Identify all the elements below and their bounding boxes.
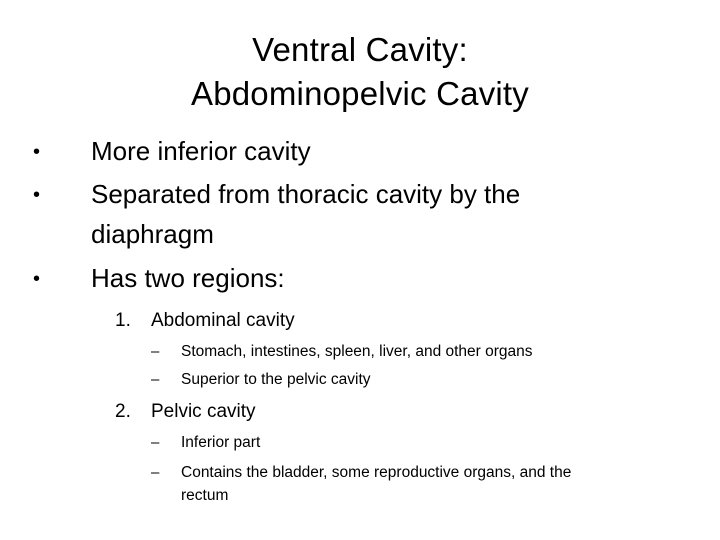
bullet-text: Separated from thoracic cavity by the bbox=[91, 179, 521, 209]
sub-item-text: Contains the bladder, some reproductive organs, and the bbox=[181, 464, 572, 481]
region-number: 1. bbox=[115, 310, 131, 331]
slide-title-line-1: Ventral Cavity: bbox=[252, 31, 468, 68]
sub-item-text: Stomach, intestines, spleen, liver, and other organs bbox=[181, 343, 533, 360]
sub-item-marker: – bbox=[151, 343, 160, 360]
sub-item-text: Superior to the pelvic cavity bbox=[181, 371, 371, 388]
sub-item-marker: – bbox=[151, 464, 160, 481]
region-label: Abdominal cavity bbox=[151, 310, 295, 331]
bullet-text: More inferior cavity bbox=[91, 136, 311, 166]
sub-item-marker: – bbox=[151, 434, 160, 451]
bullet-text-continued: diaphragm bbox=[91, 219, 214, 249]
bullet-text: Has two regions: bbox=[91, 263, 285, 293]
bullet-marker: • bbox=[33, 141, 41, 163]
region-number: 2. bbox=[115, 401, 131, 422]
slide-title-line-2: Abdominopelvic Cavity bbox=[190, 75, 530, 112]
bullet-marker: • bbox=[33, 268, 41, 290]
bullet-marker: • bbox=[33, 184, 41, 206]
region-label: Pelvic cavity bbox=[151, 401, 256, 422]
sub-item-marker: – bbox=[151, 371, 160, 388]
sub-item-text-continued: rectum bbox=[181, 487, 229, 504]
sub-item-text: Inferior part bbox=[181, 434, 261, 451]
